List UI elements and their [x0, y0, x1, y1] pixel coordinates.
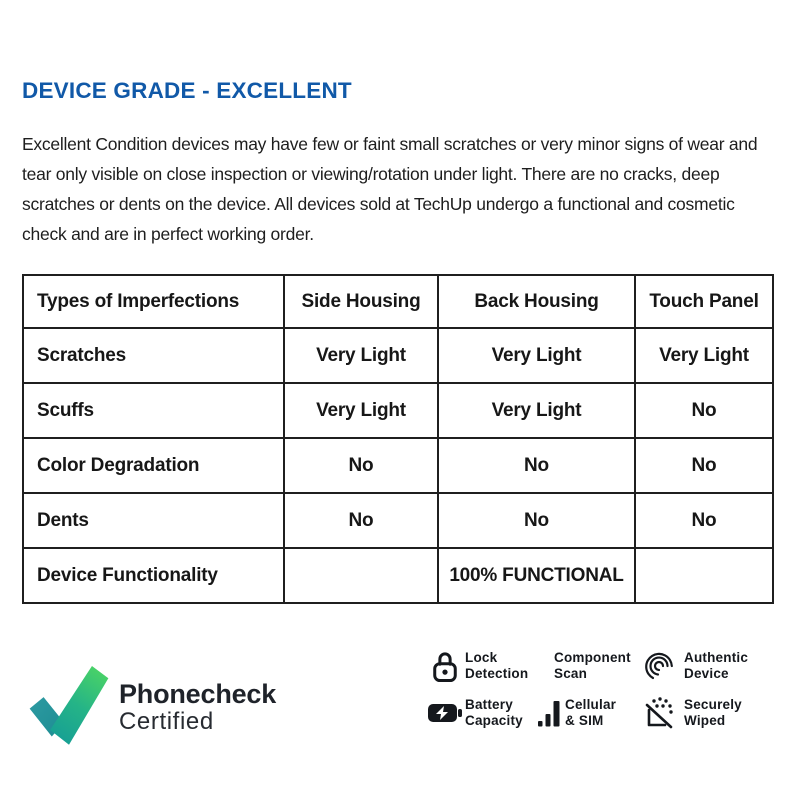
cell-value: [284, 548, 438, 603]
row-label: Scuffs: [23, 383, 284, 438]
cell-value: No: [635, 493, 773, 548]
feature-label: Authentic: [684, 650, 749, 665]
page-title: DEVICE GRADE - EXCELLENT: [22, 78, 352, 103]
table-header-row: [23, 275, 773, 328]
cell-value: Very Light: [438, 328, 635, 383]
feature-label: & SIM: [565, 713, 604, 728]
cell-value: No: [438, 493, 635, 548]
cell-value: Very Light: [284, 328, 438, 383]
phonecheck-certified-text: Certified: [119, 707, 214, 735]
phonecheck-wordmark: [119, 680, 276, 735]
grade-description: Excellent Condition devices may have few or faint small scratches or very minor signs of wear and tear only visible on close inspection or viewing/rotation under light. There are no cracks, deep scratches or dents on the device. All devices sold at TechUp undergo a functional and cosmetic check and are in perfect working order.: [22, 134, 758, 244]
phonecheck-brand-text: Phonecheck: [119, 678, 277, 709]
feature-component-scan: [554, 650, 631, 682]
imperfections-table: [22, 274, 774, 604]
phonecheck-checkmark-icon: [28, 666, 110, 748]
table-row-dents: [23, 493, 773, 548]
table-row-color-degradation: [23, 438, 773, 493]
table-row-scratches: [23, 328, 773, 383]
feature-battery-capacity: [465, 697, 523, 729]
cell-value: Very Light: [635, 328, 773, 383]
feature-label: Lock: [465, 650, 498, 665]
feature-securely-wiped: [684, 697, 742, 729]
cell-value: No: [438, 438, 635, 493]
feature-label: Detection: [465, 666, 529, 681]
row-label: Scratches: [23, 328, 284, 383]
feature-label: Wiped: [684, 713, 726, 728]
row-label: Dents: [23, 493, 284, 548]
feature-label: Cellular: [565, 697, 617, 712]
signal-bars-icon: [537, 700, 561, 728]
cell-value: No: [284, 438, 438, 493]
feature-label: Securely: [684, 697, 742, 712]
table-row-device-functionality: [23, 548, 773, 603]
cell-value: [635, 548, 773, 603]
column-header-side-housing: Side Housing: [284, 275, 438, 328]
feature-label: Battery: [465, 697, 513, 712]
feature-cellular-sim: [565, 697, 616, 729]
table-row-scuffs: [23, 383, 773, 438]
feature-label: Scan: [554, 666, 588, 681]
lock-icon: [431, 650, 459, 684]
functional-status: 100% FUNCTIONAL: [438, 548, 635, 603]
fingerprint-icon: [643, 648, 675, 684]
feature-label: Capacity: [465, 713, 523, 728]
column-header-back-housing: Back Housing: [438, 275, 635, 328]
phonecheck-certified-badge: [28, 666, 276, 748]
column-header-touch-panel: Touch Panel: [635, 275, 773, 328]
row-label: Device Functionality: [23, 548, 284, 603]
battery-icon: [427, 702, 463, 724]
row-label: Color Degradation: [23, 438, 284, 493]
feature-lock-detection: [465, 650, 528, 682]
cell-value: Very Light: [438, 383, 635, 438]
cell-value: No: [635, 438, 773, 493]
feature-label: Device: [684, 666, 729, 681]
cell-value: No: [284, 493, 438, 548]
feature-authentic-device: [684, 650, 748, 682]
column-header-types: Types of Imperfections: [23, 275, 284, 328]
feature-label: Component: [554, 650, 631, 665]
cell-value: No: [635, 383, 773, 438]
wipe-icon: [644, 696, 676, 730]
cell-value: Very Light: [284, 383, 438, 438]
